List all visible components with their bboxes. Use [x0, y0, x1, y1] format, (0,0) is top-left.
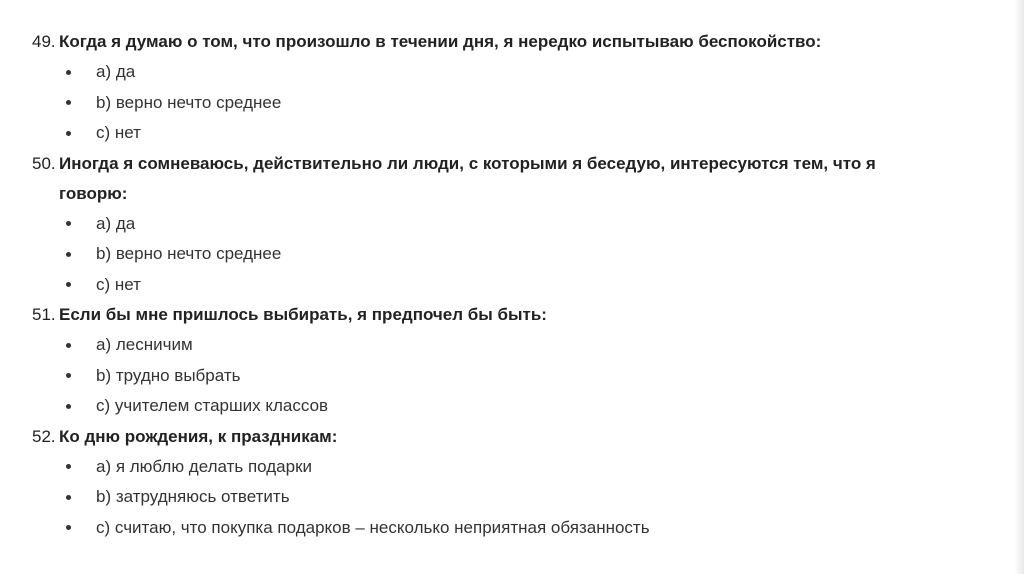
option-a	[32, 57, 992, 88]
question-52	[32, 422, 992, 544]
question-text: Иногда я сомневаюсь, действительно ли люди, с которыми я беседую, интересуются тем, что я говорю:	[59, 153, 876, 203]
question-text: Если бы мне пришлось выбирать, я предпочел бы быть:	[59, 305, 547, 324]
option-label: b) затрудняюсь ответить	[96, 487, 290, 507]
question-49	[32, 27, 992, 149]
option-label: a) лесничим	[96, 335, 193, 355]
question-text: Когда я думаю о том, что произошло в течении дня, я нередко испытываю беспокойство:	[59, 32, 822, 51]
option-b	[32, 88, 992, 119]
question-header	[32, 149, 992, 209]
option-list	[32, 452, 992, 544]
option-label: c) нет	[96, 123, 141, 143]
option-label: c) считаю, что покупка подарков – несколько неприятная обязанность	[96, 517, 650, 537]
question-header	[32, 300, 992, 330]
question-header	[32, 27, 992, 57]
bullet-icon	[66, 373, 71, 378]
option-list	[32, 57, 992, 149]
bullet-icon	[66, 495, 71, 500]
option-label: c) учителем старших классов	[96, 396, 329, 416]
option-b	[32, 361, 992, 392]
option-list	[32, 330, 992, 422]
option-list	[32, 209, 992, 301]
question-51	[32, 300, 992, 422]
question-text: Ко дню рождения, к праздникам:	[59, 426, 338, 446]
bullet-icon	[66, 525, 71, 530]
option-a	[32, 330, 992, 361]
bullet-icon	[66, 221, 71, 226]
question-header	[32, 422, 992, 452]
option-label: a) я люблю делать подарки	[96, 456, 313, 476]
bullet-icon	[66, 252, 71, 257]
bullet-icon	[66, 100, 71, 105]
bullet-icon	[66, 70, 71, 75]
option-c	[32, 118, 992, 149]
option-label: a) да	[96, 62, 136, 82]
questionnaire	[32, 27, 992, 543]
option-label: b) трудно выбрать	[96, 365, 241, 385]
bullet-icon	[66, 282, 71, 287]
option-b	[32, 482, 992, 513]
question-number: 52.	[32, 426, 56, 446]
bullet-icon	[66, 404, 71, 409]
question-number: 50.	[32, 153, 56, 173]
option-c	[32, 270, 992, 301]
option-label: b) верно нечто среднее	[96, 92, 282, 112]
bullet-icon	[66, 464, 71, 469]
option-label: b) верно нечто среднее	[96, 244, 282, 264]
option-b	[32, 239, 992, 270]
question-number: 51.	[32, 305, 56, 324]
option-label: a) да	[96, 213, 136, 233]
question-50	[32, 149, 992, 301]
bullet-icon	[66, 343, 71, 348]
option-c	[32, 513, 992, 544]
option-a	[32, 209, 992, 240]
option-a	[32, 452, 992, 483]
question-number: 49.	[32, 32, 56, 51]
bullet-icon	[66, 131, 71, 136]
option-label: c) нет	[96, 274, 141, 294]
slide-edge-shadow	[1014, 0, 1024, 574]
option-c	[32, 391, 992, 422]
